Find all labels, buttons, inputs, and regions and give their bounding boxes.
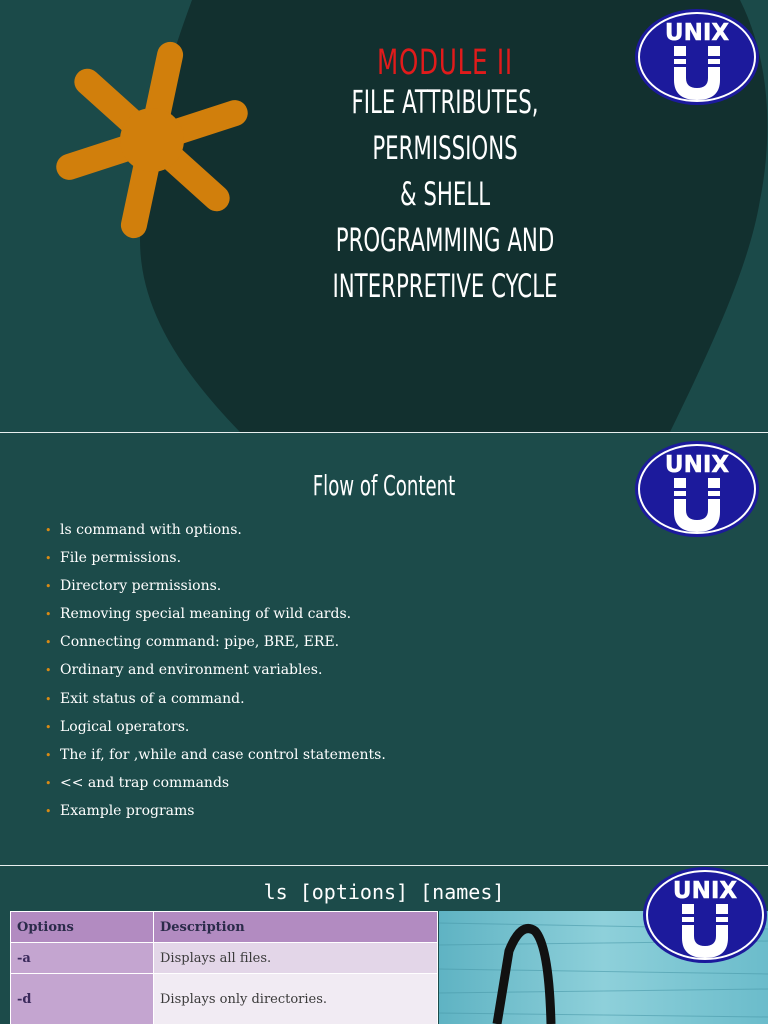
- table-cell: -d: [11, 974, 154, 1024]
- title-slide: [0, 0, 768, 432]
- unix-logo: [634, 8, 760, 106]
- table-cell: -a: [11, 943, 154, 974]
- table-row: [11, 943, 438, 974]
- module-label: MODULE II: [377, 43, 513, 83]
- svg-text:UNIX: UNIX: [664, 452, 730, 478]
- svg-text:UNIX: UNIX: [672, 878, 738, 904]
- list-item: • << and trap commands: [45, 772, 386, 800]
- list-item: • Ordinary and environment variables.: [45, 659, 386, 687]
- table-header-cell: Description: [154, 912, 438, 943]
- bullet-icon: •: [45, 664, 52, 678]
- svg-text:UNIX: UNIX: [664, 20, 730, 46]
- bullet-icon: •: [45, 524, 52, 537]
- table-row: [11, 974, 438, 1024]
- ls-command-slide: [0, 866, 768, 1024]
- table-header-row: [11, 912, 438, 943]
- asterisk-icon: [30, 18, 270, 258]
- bullet-list: [45, 519, 386, 828]
- bullet-icon: •: [45, 692, 52, 706]
- table-header-cell: Options: [11, 912, 154, 943]
- list-item: • Example programs: [45, 800, 386, 828]
- bullet-icon: •: [45, 608, 52, 622]
- list-item: • Connecting command: pipe, BRE, ERE.: [45, 631, 386, 659]
- list-item: • File permissions.: [45, 547, 386, 575]
- slide-title: Flow of Content: [312, 469, 456, 502]
- list-item: • ls command with options.: [45, 519, 386, 547]
- bullet-icon: •: [45, 580, 52, 594]
- list-item: • Exit status of a command.: [45, 688, 386, 716]
- unix-logo: [634, 440, 760, 538]
- bullet-icon: •: [45, 804, 52, 818]
- bullet-icon: •: [45, 776, 52, 790]
- bullet-icon: •: [45, 552, 52, 566]
- slide-title: ls [options] [names]: [263, 880, 505, 904]
- list-item: • The if, for ,while and case control statements.: [45, 744, 386, 772]
- bullet-icon: •: [45, 720, 52, 734]
- title-block: [270, 44, 620, 309]
- list-item: • Logical operators.: [45, 716, 386, 744]
- table-cell: Displays all files.: [154, 943, 438, 974]
- bullet-icon: •: [45, 636, 52, 650]
- table-cell: Displays only directories.: [154, 974, 438, 1024]
- options-table: [10, 911, 438, 1024]
- unix-logo: [642, 866, 768, 964]
- slide-title: FILE ATTRIBUTES, PERMISSIONS & SHELL PROGRAMMING AND INTERPRETIVE CYCLE: [332, 82, 558, 305]
- content-slide: [0, 433, 768, 865]
- list-item: • Removing special meaning of wild cards.: [45, 603, 386, 631]
- list-item: • Directory permissions.: [45, 575, 386, 603]
- bullet-icon: •: [45, 748, 52, 762]
